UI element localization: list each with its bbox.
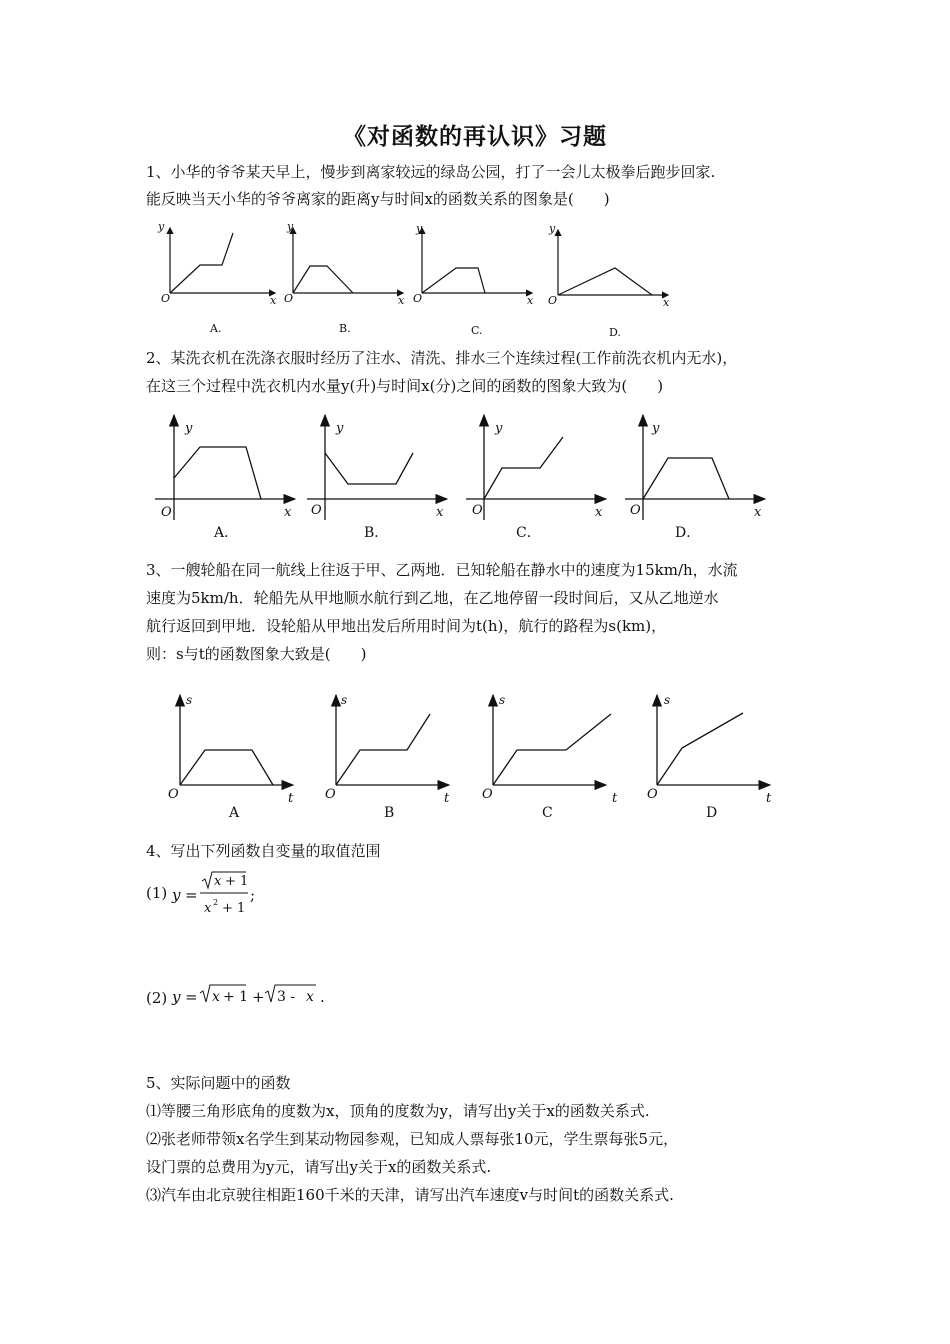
q2-option-d: D． bbox=[675, 525, 701, 541]
q1-graph-a bbox=[157, 220, 277, 335]
svg-text:O: O bbox=[311, 503, 322, 518]
q2-graph-a bbox=[155, 415, 295, 541]
svg-text:O: O bbox=[647, 787, 658, 802]
q5-part1: ⑴等腰三角形底角的度数为x，顶角的度数为y，请写出y关于x的函数关系式. bbox=[146, 1102, 650, 1120]
q5-part2-line1: ⑵张老师带领x名学生到某动物园参观，已知成人票每张10元，学生票每张5元， bbox=[146, 1130, 679, 1148]
svg-text:t: t bbox=[766, 791, 772, 806]
q3-option-b: B bbox=[384, 805, 395, 821]
svg-text:x: x bbox=[214, 874, 222, 889]
svg-text:y: y bbox=[416, 222, 423, 235]
q2-line2: 在这三个过程中洗衣机内水量y(升)与时间x(分)之间的函数的图象大致为( ) bbox=[146, 377, 664, 395]
svg-text:y: y bbox=[158, 220, 165, 233]
q2-option-c: C． bbox=[516, 525, 541, 541]
svg-text:y: y bbox=[172, 988, 181, 1006]
q1-line2: 能反映当天小华的爷爷离家的距离y与时间x的函数关系的图象是( ) bbox=[146, 190, 610, 208]
q3-line1: 3、一艘轮船在同一航线上往返于甲、乙两地．已知轮船在静水中的速度为15km/h，水流 bbox=[146, 561, 738, 579]
q4-formula-2 bbox=[168, 980, 338, 1012]
svg-text:y: y bbox=[185, 421, 193, 436]
q1-option-b: B. bbox=[339, 322, 351, 335]
svg-text:O: O bbox=[284, 292, 294, 305]
q4-part1-label: (1) bbox=[146, 884, 168, 902]
svg-text:y: y bbox=[549, 222, 556, 235]
svg-text:x: x bbox=[663, 296, 670, 309]
q5-heading: 5、实际问题中的函数 bbox=[146, 1074, 291, 1092]
q1-graph-c bbox=[413, 222, 534, 337]
q1-graph-d bbox=[548, 222, 670, 339]
svg-text:y: y bbox=[495, 421, 503, 436]
q2-graph-c bbox=[466, 415, 606, 541]
svg-text:x: x bbox=[270, 294, 277, 307]
svg-text:O: O bbox=[548, 294, 558, 307]
q1-option-c: C. bbox=[471, 324, 483, 337]
svg-text:y: y bbox=[652, 421, 660, 436]
svg-text:x: x bbox=[527, 294, 534, 307]
svg-text:x: x bbox=[595, 505, 603, 520]
svg-text:y: y bbox=[287, 220, 294, 233]
svg-text:t: t bbox=[612, 791, 618, 806]
q3-graph-b bbox=[325, 693, 450, 821]
svg-text:O: O bbox=[413, 292, 423, 305]
q2-graph-d bbox=[625, 415, 765, 541]
svg-text:y: y bbox=[336, 421, 344, 436]
svg-text:s: s bbox=[499, 693, 506, 707]
svg-text:x: x bbox=[754, 505, 762, 520]
svg-text:x: x bbox=[284, 505, 292, 520]
svg-text:t: t bbox=[288, 791, 294, 806]
q2-graphs bbox=[150, 410, 770, 545]
svg-text:=: = bbox=[185, 988, 198, 1006]
svg-text:2: 2 bbox=[213, 898, 219, 907]
svg-text:3 -: 3 - bbox=[277, 989, 296, 1005]
svg-text:x: x bbox=[204, 901, 212, 916]
q2-line1: 2、某洗衣机在洗涤衣服时经历了注水、清洗、排水三个连续过程(工作前洗衣机内无水)， bbox=[146, 349, 738, 367]
q1-option-a: A. bbox=[210, 322, 222, 335]
svg-text:O: O bbox=[482, 787, 493, 802]
svg-text:O: O bbox=[472, 503, 483, 518]
svg-text:s: s bbox=[186, 693, 193, 707]
svg-text:O: O bbox=[161, 292, 171, 305]
q3-line4: 则：s与t的函数图象大致是( ) bbox=[146, 645, 367, 663]
svg-text:s: s bbox=[664, 693, 671, 707]
svg-text:+: + bbox=[252, 988, 265, 1006]
svg-text:+ 1: + 1 bbox=[225, 874, 249, 889]
q3-graph-a bbox=[168, 693, 294, 821]
q3-graphs bbox=[160, 690, 800, 822]
svg-text:.: . bbox=[320, 988, 325, 1006]
q2-option-b: B． bbox=[364, 525, 389, 541]
q5-part2-line2: 设门票的总费用为y元，请写出y关于x的函数关系式. bbox=[146, 1158, 492, 1176]
q4-heading: 4、写出下列函数自变量的取值范围 bbox=[146, 842, 381, 860]
q5-part3: ⑶汽车由北京驶往相距160千米的天津，请写出汽车速度v与时间t的函数关系式. bbox=[146, 1186, 674, 1204]
q3-graph-d bbox=[647, 693, 772, 821]
q1-option-d: D. bbox=[609, 326, 621, 339]
q1-graph-b bbox=[284, 220, 405, 335]
page-title: 《对函数的再认识》习题 bbox=[343, 123, 607, 150]
q1-graphs bbox=[150, 218, 670, 343]
q4-part2-label: (2) bbox=[146, 989, 168, 1007]
svg-text:O: O bbox=[161, 505, 172, 520]
svg-text:O: O bbox=[168, 787, 179, 802]
svg-text:t: t bbox=[444, 791, 450, 806]
svg-text:=: = bbox=[185, 886, 198, 904]
svg-text:s: s bbox=[341, 693, 348, 707]
q1-line1: 1、小华的爷爷某天早上，慢步到离家较远的绿岛公园，打了一会儿太极拳后跑步回家. bbox=[146, 163, 716, 181]
svg-text:+ 1: + 1 bbox=[223, 989, 249, 1005]
q2-graph-b bbox=[307, 415, 447, 541]
svg-text:O: O bbox=[630, 503, 641, 518]
q4-formula-1 bbox=[168, 868, 263, 920]
svg-text:O: O bbox=[325, 787, 336, 802]
q3-graph-c bbox=[482, 693, 618, 821]
svg-text:+ 1: + 1 bbox=[222, 901, 246, 916]
q3-line2: 速度为5km/h．轮船先从甲地顺水航行到乙地，在乙地停留一段时间后，又从乙地逆水 bbox=[146, 589, 719, 607]
q3-option-c: C bbox=[542, 805, 553, 821]
q2-option-a: A． bbox=[214, 525, 239, 541]
svg-text:x: x bbox=[306, 989, 314, 1005]
svg-text:;: ; bbox=[250, 886, 256, 904]
svg-text:y: y bbox=[172, 886, 181, 904]
svg-text:x: x bbox=[436, 505, 444, 520]
q3-option-a: A bbox=[229, 805, 240, 821]
svg-text:x: x bbox=[398, 294, 405, 307]
q3-line3: 航行返回到甲地．设轮船从甲地出发后所用时间为t(h)，航行的路程为s(km)， bbox=[146, 617, 667, 635]
q3-option-d: D bbox=[706, 805, 718, 821]
svg-text:x: x bbox=[212, 989, 220, 1005]
